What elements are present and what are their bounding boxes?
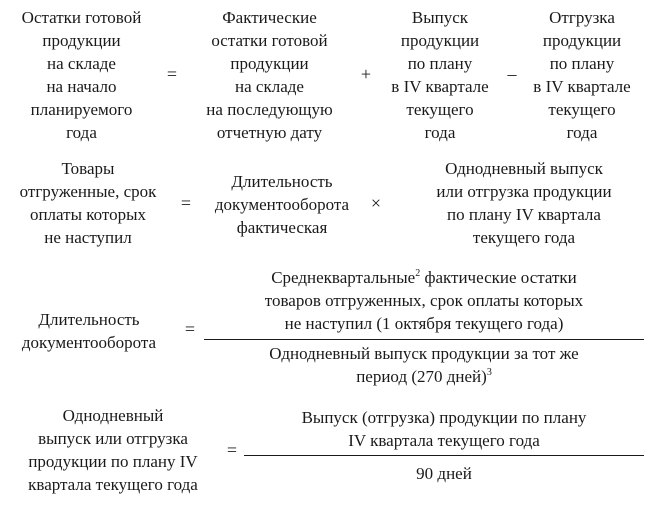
- eq1-plus: +: [360, 64, 372, 84]
- eq1-minus: –: [507, 64, 517, 84]
- eq4-fraction-bar: [244, 455, 644, 456]
- eq3-denominator: Однодневный выпуск продукции за тот же период (270 дней)$^3$: [269, 344, 579, 386]
- eq2-equals: =: [180, 193, 192, 213]
- eq4-left: Однодневный выпуск или отгрузка продукции по плану IV квартала текущего года: [28, 406, 198, 494]
- eq1-term-shipment: Отгрузка продукции по плану в IV квартале текущего года: [533, 8, 631, 142]
- eq4-numerator: Выпуск (отгрузка) продукции по плану IV квартала текущего года: [301, 408, 587, 450]
- footnote-3: 3: [486, 367, 492, 378]
- eq3-numerator: Среднеквартальные$^2$ фактические остатки товаров отгруженных, срок оплаты которых не наступил (1 октября текущего года): [264, 268, 584, 333]
- eq2-times: ×: [370, 193, 382, 213]
- eq4-denominator: 90 дней: [416, 464, 472, 483]
- eq3-left: Длительность документооборота: [21, 310, 157, 352]
- eq3-equals: =: [184, 319, 196, 339]
- eq2-term-duration: Длительность документооборота фактическая: [214, 172, 350, 237]
- footnote-2: 2: [415, 268, 421, 279]
- eq1-term-output: Выпуск продукции по плану в IV квартале текущего года: [391, 8, 489, 142]
- eq2-left: Товары отгруженные, срок оплаты которых не наступил: [19, 159, 157, 247]
- eq1-term-actual-stock: Фактические остатки готовой продукции на складе на последующую отчетную дату: [206, 8, 333, 142]
- eq2-term-daily-output: Однодневный выпуск или отгрузка продукции по плану IV квартала текущего года: [436, 159, 612, 247]
- eq4-equals: =: [226, 440, 238, 460]
- eq1-equals: =: [166, 64, 178, 84]
- eq1-left: Остатки готовой продукции на складе на начало планируемого года: [21, 8, 142, 142]
- eq3-fraction-bar: [204, 339, 644, 340]
